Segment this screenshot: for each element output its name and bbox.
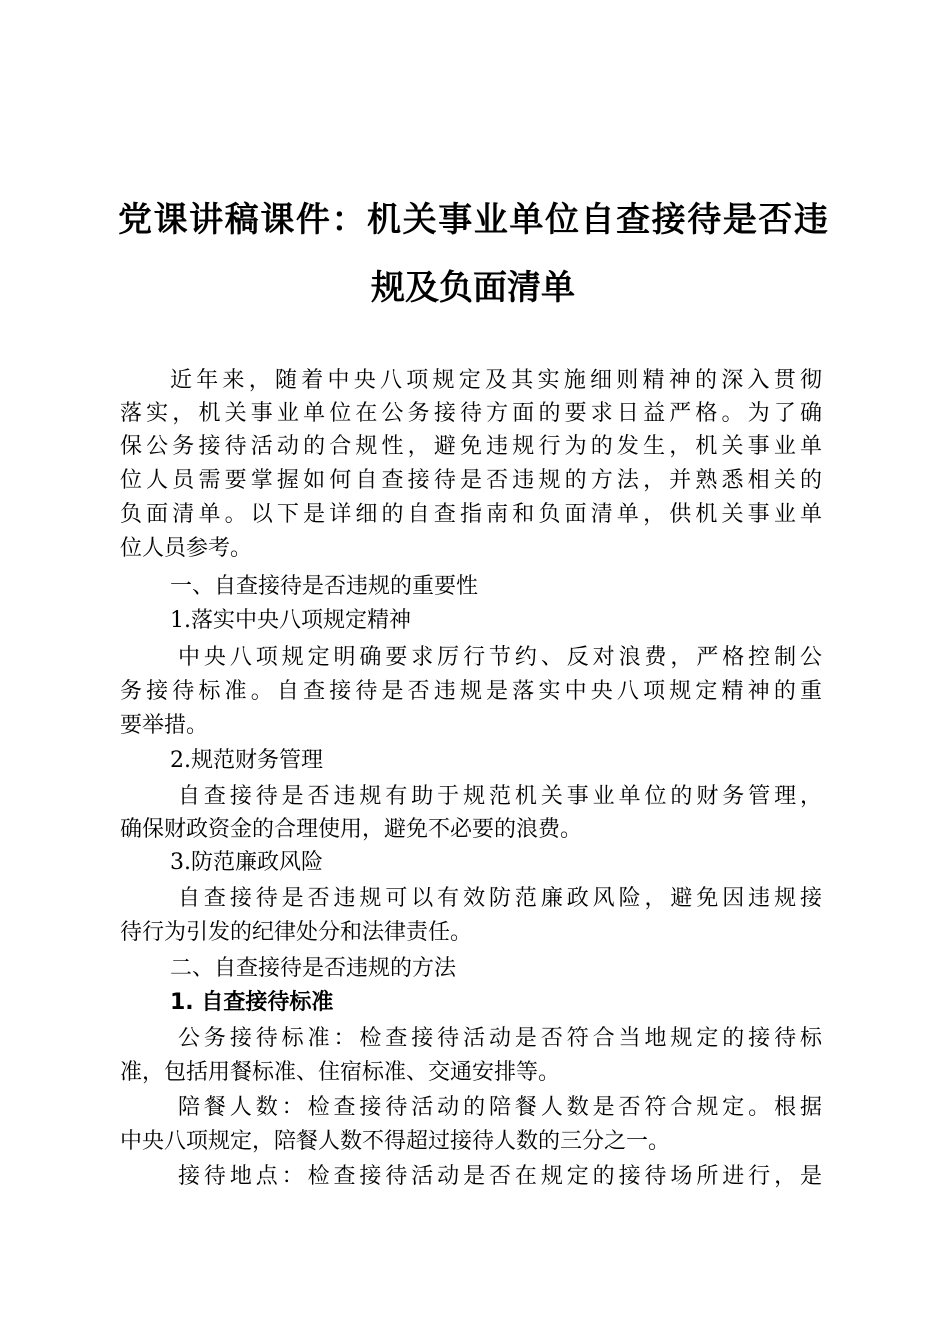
section-1-item-3-line-2: 待行为引发的纪律处分和法律责任。: [120, 920, 473, 945]
section-1-item-3-title: 3.防范廉政风险: [170, 850, 323, 875]
intro-line-1: 近年来，随着中央八项规定及其实施细则精神的深入贯彻: [170, 368, 822, 393]
intro-line-5: 负面清单。以下是详细的自查指南和负面清单，供机关事业单: [120, 502, 822, 527]
section-1-item-1-title: 1.落实中央八项规定精神: [170, 608, 411, 633]
intro-line-4: 位人员需要掌握如何自查接待是否违规的方法，并熟悉相关的: [120, 468, 822, 493]
section-2-heading: 二、自查接待是否违规的方法: [170, 956, 457, 981]
section-2-para-2-line-2: 中央八项规定，陪餐人数不得超过接待人数的三分之一。: [120, 1129, 671, 1154]
intro-line-2: 落实，机关事业单位在公务接待方面的要求日益严格。为了确: [120, 401, 822, 426]
section-1-item-1-line-3: 要举措。: [120, 713, 209, 738]
section-1-item-2-line-1: 自查接待是否违规有助于规范机关事业单位的财务管理，: [178, 784, 822, 809]
section-1-item-3-line-1: 自查接待是否违规可以有效防范廉政风险，避免因违规接: [178, 886, 822, 911]
intro-line-3: 保公务接待活动的合规性，避免违规行为的发生，机关事业单: [120, 434, 822, 459]
section-2-para-3-line-1: 接待地点：检查接待活动是否在规定的接待场所进行，是: [178, 1164, 822, 1189]
section-1-item-2-line-2: 确保财政资金的合理使用，避免不必要的浪费。: [120, 817, 583, 842]
document-title-line-2: 规及负面清单: [371, 268, 575, 308]
intro-line-6: 位人员参考。: [120, 536, 253, 561]
section-1-heading: 一、自查接待是否违规的重要性: [170, 574, 479, 599]
section-2-para-1-line-2: 准，包括用餐标准、住宿标准、交通安排等。: [120, 1060, 561, 1085]
section-2-sub-1-title: 1. 自查接待标准: [170, 990, 334, 1015]
section-1-item-1-line-2: 务接待标准。自查接待是否违规是落实中央八项规定精神的重: [120, 679, 822, 704]
section-2-para-2-line-1: 陪餐人数：检查接待活动的陪餐人数是否符合规定。根据: [178, 1095, 822, 1120]
section-1-item-1-line-1: 中央八项规定明确要求厉行节约、反对浪费，严格控制公: [178, 645, 822, 670]
section-2-para-1-line-1: 公务接待标准：检查接待活动是否符合当地规定的接待标: [178, 1026, 822, 1051]
section-1-item-2-title: 2.规范财务管理: [170, 748, 323, 773]
document-title-line-1: 党课讲稿课件：机关事业单位自查接待是否违: [118, 200, 828, 240]
